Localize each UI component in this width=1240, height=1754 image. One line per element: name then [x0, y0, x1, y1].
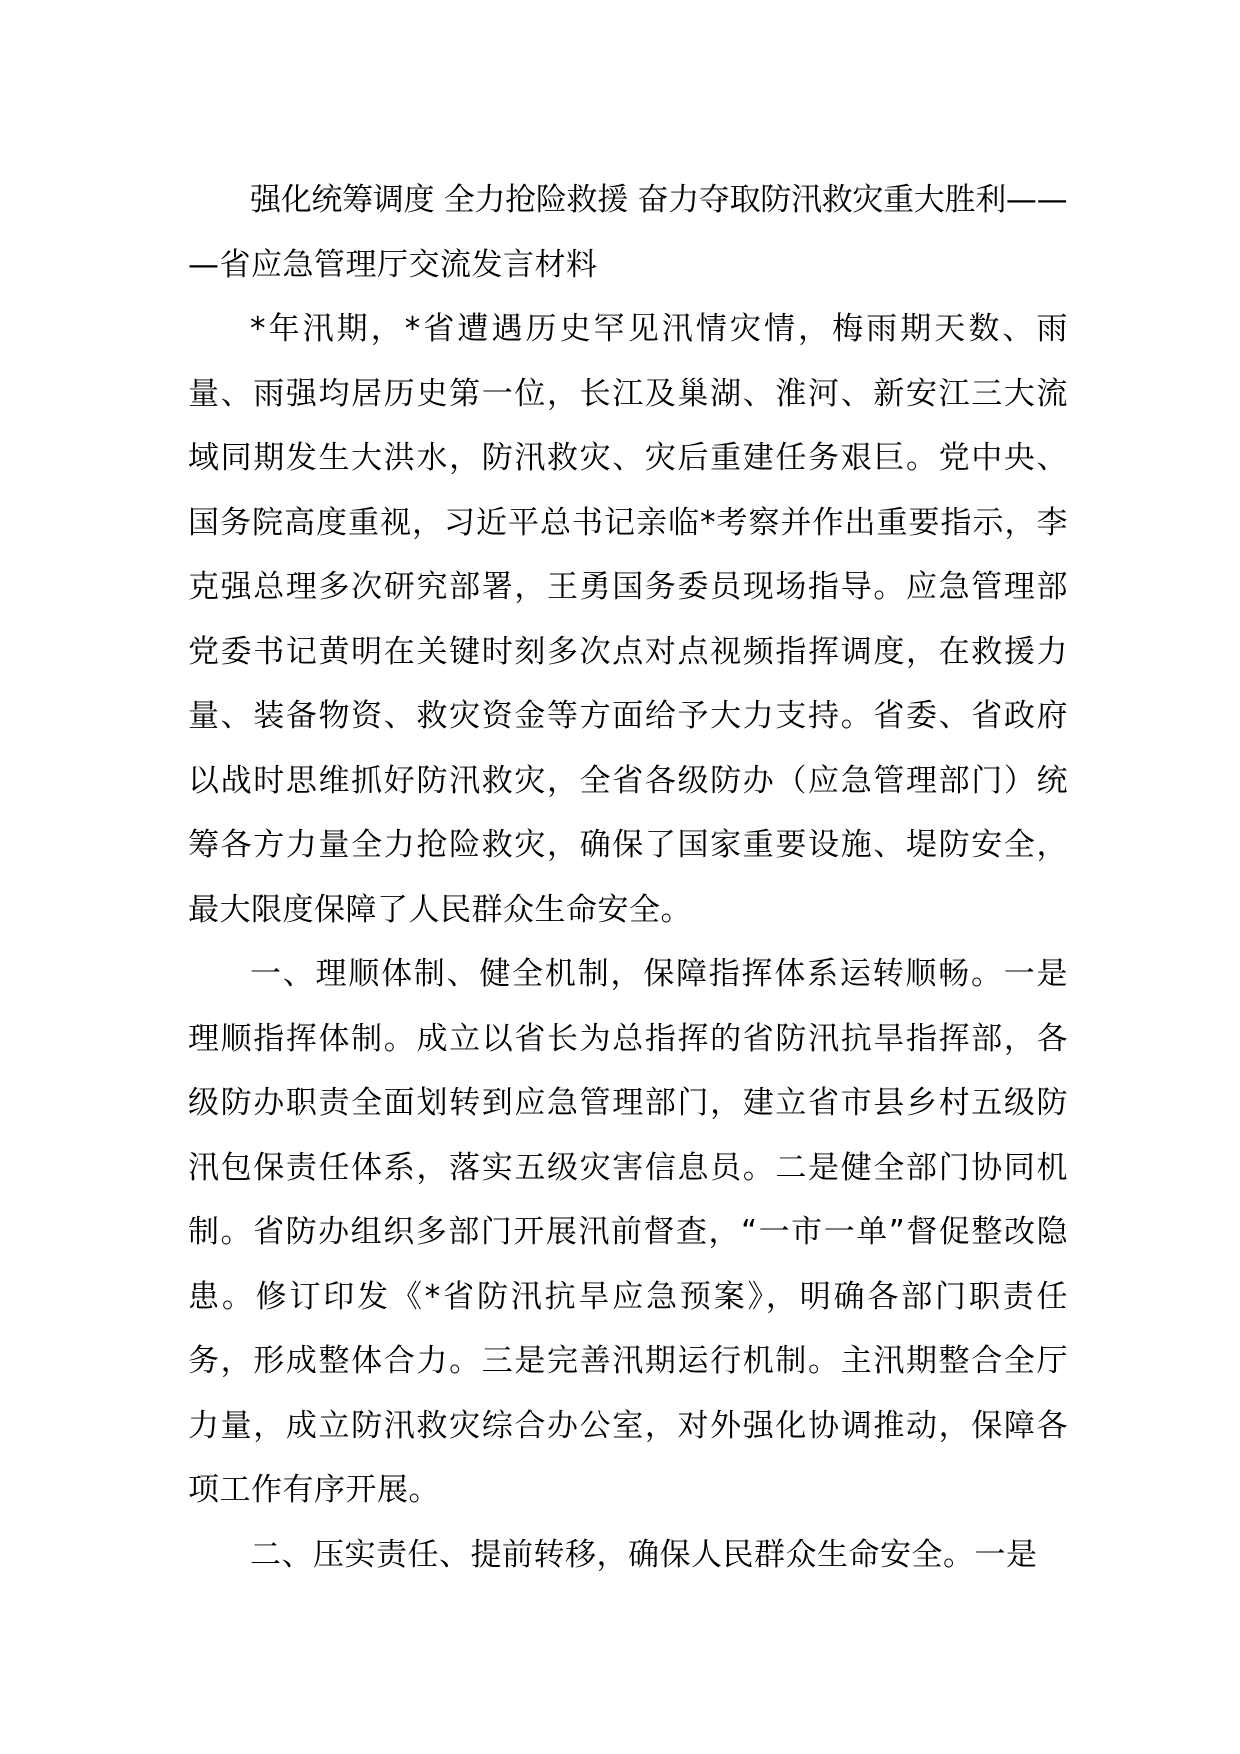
document-title-line-2: —省应急管理厅交流发言材料 [188, 246, 598, 283]
paragraph-section-2: 二、压实责任、提前转移，确保人民群众生命安全。一是 [250, 1536, 1038, 1573]
document-body [188, 168, 1068, 1587]
paragraph-section-1: 一、理顺体制、健全机制，保障指挥体系运转顺畅。一是理顺指挥体制。成立以省长为总指挥的省防汛抗旱指挥部，各级防办职责全面划转到应急管理部门，建立省市县乡村五级防汛包保责任体系，落实五级灾害信息员。二是健全部门协同机制。省防办组织多部门开展汛前督查，“一市一单”督促整改隐患。修订印发《*省防汛抗旱应急预案》，明确各部门职责任务，形成整体合力。三是完善汛期运行机制。主汛期整合全厅力量，成立防汛救灾综合办公室，对外强化协调推动，保障各项工作有序开展。 [188, 956, 1068, 1508]
document-title-line-1: 强化统筹调度 全力抢险救援 奋力夺取防汛救灾重大胜利—— [250, 182, 1068, 218]
paragraph-intro: *年汛期，*省遭遇历史罕见汛情灾情，梅雨期天数、雨量、雨强均居历史第一位，长江及巢湖、淮河、新安江三大流域同期发生大洪水，防汛救灾、灾后重建任务艰巨。党中央、国务院高度重视，习近平总书记亲临*考察并作出重要指示，李克强总理多次研究部署，王勇国务委员现场指导。应急管理部党委书记黄明在关键时刻多次点对点视频指挥调度，在救援力量、装备物资、救灾资金等方面给予大力支持。省委、省政府以战时思维抓好防汛救灾，全省各级防办（应急管理部门）统筹各方力量全力抢险救灾，确保了国家重要设施、堤防安全，最大限度保障了人民群众生命安全。 [188, 311, 1068, 928]
